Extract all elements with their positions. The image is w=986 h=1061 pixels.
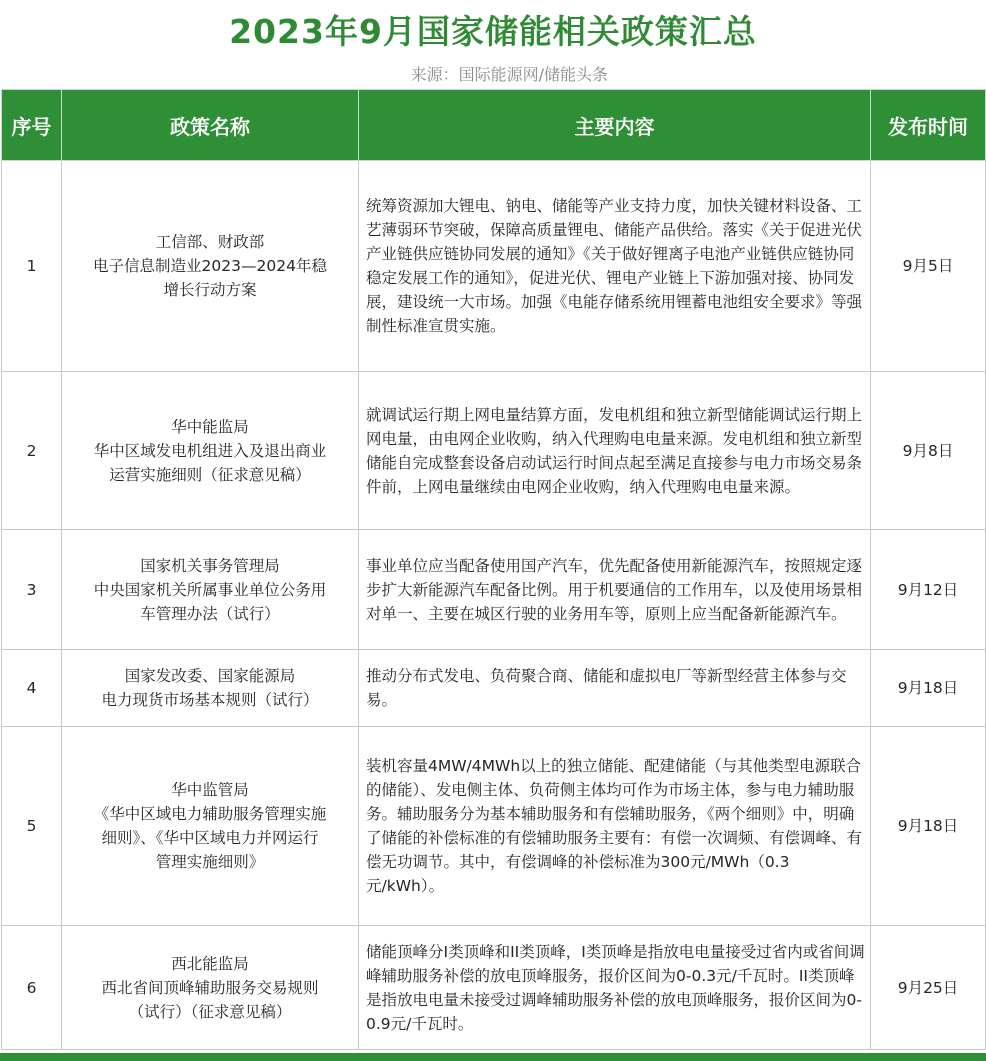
table-row bbox=[2, 926, 986, 1050]
policy-name bbox=[62, 530, 359, 650]
header-date: 发布时间 bbox=[871, 90, 986, 161]
policy-name-line: 电子信息制造业2023—2024年稳 bbox=[93, 257, 327, 275]
policy-table bbox=[1, 89, 986, 1050]
policy-content: 就调试运行期上网电量结算方面，发电机组和独立新型储能调试运行期上网电量，由电网企业收购，纳入代理购电电量来源。发电机组和独立新型储能自完成整套设备启动试运行时间点起至满足直接参与电力市场交易条件前，上网电量继续由电网企业收购，纳入代理购电电量来源。 bbox=[359, 372, 871, 530]
table-body bbox=[2, 161, 986, 1050]
header-no: 序号 bbox=[2, 90, 62, 161]
policy-name-line: （试行）（征求意见稿） bbox=[128, 1002, 292, 1021]
policy-name-line: 华中监管局 bbox=[171, 781, 249, 799]
publish-date: 9月12日 bbox=[871, 530, 986, 650]
policy-name-line: 工信部、财政部 bbox=[155, 233, 265, 251]
policy-name-line: 管理实施细则》 bbox=[155, 853, 265, 871]
publish-date: 9月18日 bbox=[871, 650, 986, 727]
policy-content: 事业单位应当配备使用国产汽车，优先配备使用新能源汽车，按照规定逐步扩大新能源汽车配备比例。用于机要通信的工作用车，以及使用场景相对单一、主要在城区行驶的业务用车等，原则上应当配备新能源汽车。 bbox=[359, 530, 871, 650]
publish-date: 9月8日 bbox=[871, 372, 986, 530]
policy-name-line: 车管理办法（试行） bbox=[140, 604, 280, 623]
policy-content: 装机容量4MW/4MWh以上的独立储能、配建储能（与其他类型电源联合的储能）、发电侧主体、负荷侧主体均可作为市场主体，参与电力辅助服务。辅助服务分为基本辅助服务和有偿辅助服务，《两个细则》中，明确了储能的补偿标准的有偿辅助服务主要有：有偿一次调频、有偿调峰、有偿无功调节。其中，有偿调峰的补偿标准为300元/MWh（0.3元/kWh）。 bbox=[359, 727, 871, 926]
publish-date: 9月18日 bbox=[871, 727, 986, 926]
page-title: 2023年9月国家储能相关政策汇总 bbox=[229, 12, 757, 51]
policy-name bbox=[62, 161, 359, 372]
policy-name-line: 华中区域发电机组进入及退出商业 bbox=[93, 441, 327, 460]
policy-name bbox=[62, 650, 359, 727]
policy-content: 统筹资源加大锂电、钠电、储能等产业支持力度，加快关键材料设备、工艺薄弱环节突破，保障高质量锂电、储能产品供给。落实《关于促进光伏产业链供应链协同发展的通知》《关于做好锂离子电池产业链供应链协同稳定发展工作的通知》，促进光伏、锂电产业链上下游加强对接、协同发展，建设统一大市场。加强《电能存储系统用锂蓄电池组安全要求》等强制性标准宣贯实施。 bbox=[359, 161, 871, 372]
policy-content: 推动分布式发电、负荷聚合商、储能和虚拟电厂等新型经营主体参与交易。 bbox=[359, 650, 871, 727]
policy-name-line: 中央国家机关所属事业单位公务用 bbox=[93, 580, 327, 599]
row-number: 2 bbox=[2, 372, 62, 530]
row-number: 1 bbox=[2, 161, 62, 372]
policy-content: 储能顶峰分I类顶峰和II类顶峰，I类顶峰是指放电电量接受过省内或省间调峰辅助服务补偿的放电顶峰服务，报价区间为0-0.3元/千瓦时。II类顶峰是指放电电量未接受过调峰辅助服务补偿的放电顶峰服务，报价区间为0-0.9元/千瓦时。 bbox=[359, 926, 871, 1050]
header-name: 政策名称 bbox=[62, 90, 359, 161]
table-row bbox=[2, 727, 986, 926]
policy-name-line: 增长行动方案 bbox=[163, 281, 257, 299]
policy-name-line: 国家发改委、国家能源局 bbox=[124, 667, 296, 685]
table-row bbox=[2, 372, 986, 530]
policy-name-line: 西北能监局 bbox=[171, 954, 249, 973]
row-number: 6 bbox=[2, 926, 62, 1050]
publish-date: 9月5日 bbox=[871, 161, 986, 372]
policy-name-line: 华中能监局 bbox=[171, 417, 249, 436]
policy-name bbox=[62, 926, 359, 1050]
policy-name-line: 电力现货市场基本规则（试行） bbox=[101, 691, 319, 709]
policy-name bbox=[62, 372, 359, 530]
policy-name-line: 《华中区域电力辅助服务管理实施 bbox=[93, 805, 327, 823]
table-row bbox=[2, 650, 986, 727]
policy-name-line: 国家机关事务管理局 bbox=[140, 556, 280, 575]
policy-name bbox=[62, 727, 359, 926]
policy-name-line: 西北省间顶峰辅助服务交易规则 bbox=[101, 978, 319, 997]
table-header-row bbox=[2, 90, 986, 161]
policy-name-line: 细则》、《华中区域电力并网运行 bbox=[101, 829, 319, 847]
bottom-accent-bar bbox=[0, 1053, 986, 1061]
table-row bbox=[2, 530, 986, 650]
source-note: 来源：国际能源网/储能头条 bbox=[410, 65, 608, 84]
row-number: 4 bbox=[2, 650, 62, 727]
table-row bbox=[2, 161, 986, 372]
header-content: 主要内容 bbox=[359, 90, 871, 161]
publish-date: 9月25日 bbox=[871, 926, 986, 1050]
row-number: 5 bbox=[2, 727, 62, 926]
row-number: 3 bbox=[2, 530, 62, 650]
policy-name-line: 运营实施细则（征求意见稿） bbox=[109, 465, 311, 484]
